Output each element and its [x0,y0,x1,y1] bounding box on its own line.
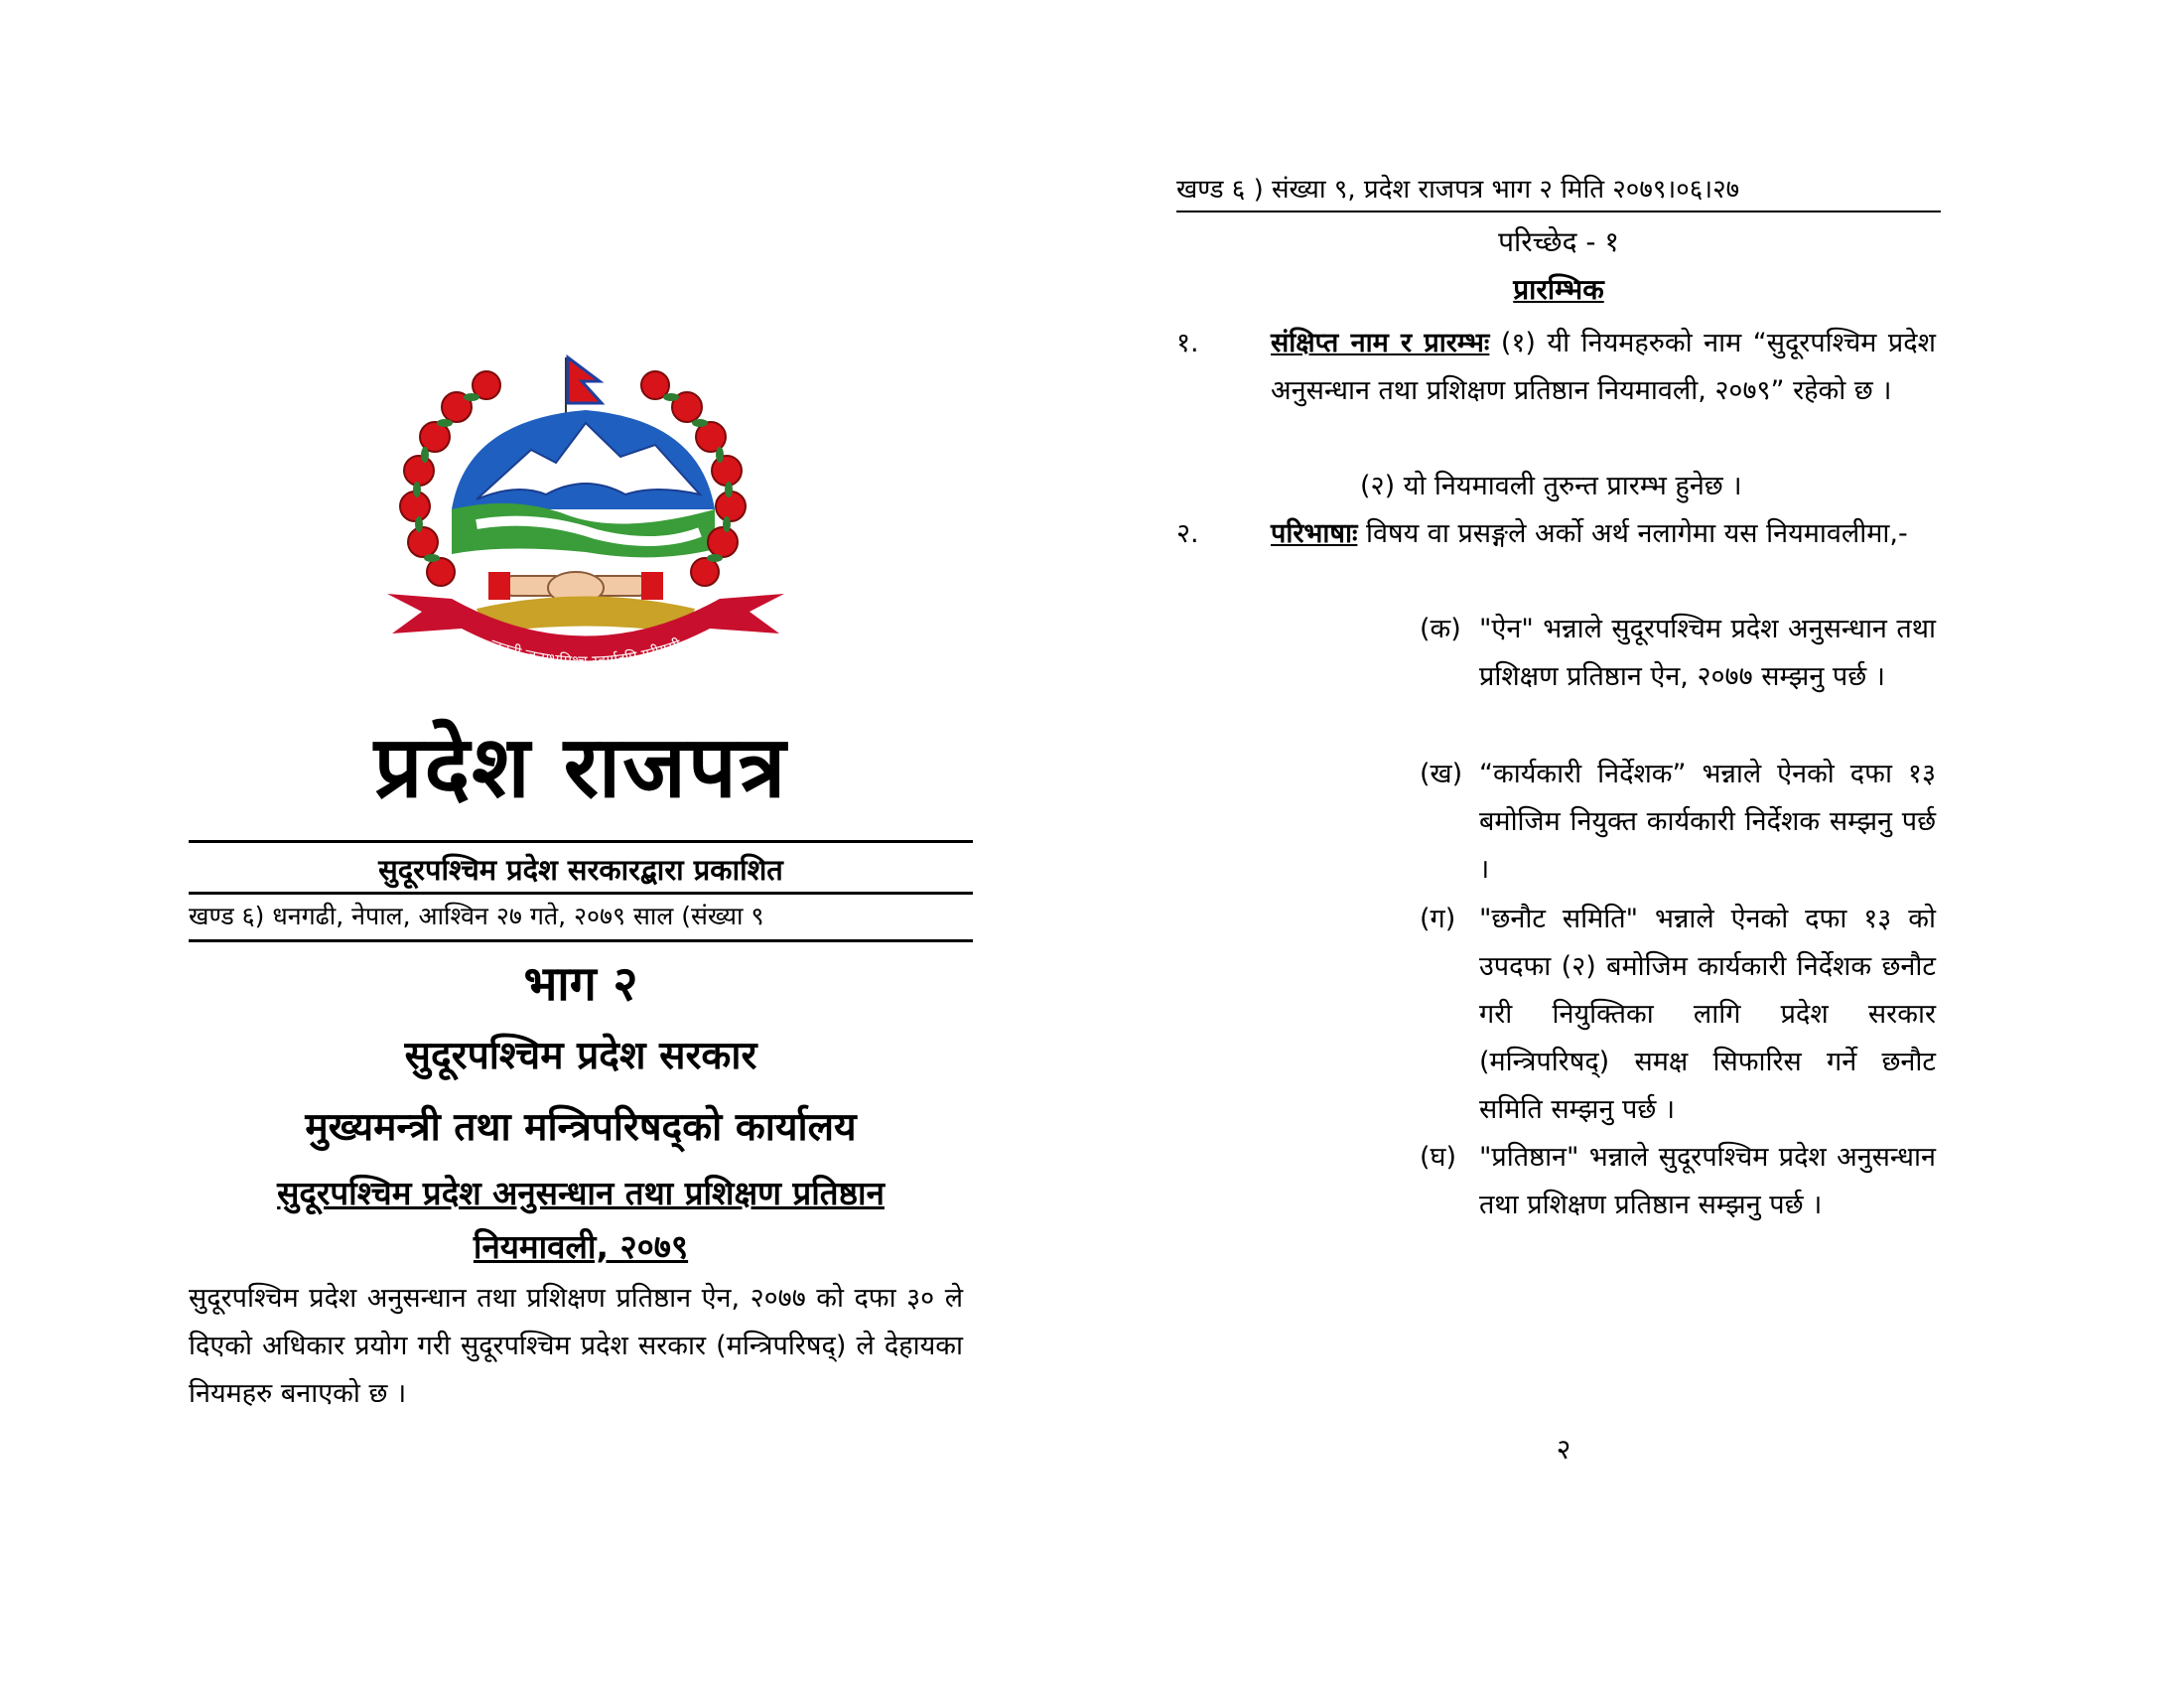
regulation-title: सुदूरपश्चिम प्रदेश अनुसन्धान तथा प्रशिक्षण प्रतिष्ठान [277,1174,885,1212]
definition-label: (ख) [1420,759,1463,789]
chapter-title: प्रारम्भिक [1513,273,1604,306]
publisher-line: सुदूरपश्चिम प्रदेश सरकारद्बारा प्रकाशित [378,853,783,887]
definition-text: “कार्यकारी निर्देशक” भन्नाले ऐनको दफा १३ बमोजिम नियुक्त कार्यकारी निर्देशक सम्झनु पर्छ । [1479,759,1936,885]
definition-text: "ऐन" भन्नाले सुदूरपश्चिम प्रदेश अनुसन्धान तथा प्रशिक्षण प्रतिष्ठान ऐन, २०७७ सम्झनु पर्छ । [1479,614,1936,692]
rule-2-intro: विषय वा प्रसङ्गले अर्को अर्थ नलागेमा यस नियमावलीमा,- [1366,518,1908,549]
part-title: भाग २ [523,956,638,1012]
definition-label: (क) [1420,614,1461,644]
office-name: मुख्यमन्त्री तथा मन्त्रिपरिषद्को कार्यालय [305,1105,857,1150]
issue-line: खण्ड ६) धनगढी, नेपाल, आश्विन २७ गते, २०७९ साल (संख्या ९ [189,902,764,930]
definition-text: "प्रतिष्ठान" भन्नाले सुदूरपश्चिम प्रदेश अनुसन्धान तथा प्रशिक्षण प्रतिष्ठान सम्झनु पर्छ । [1479,1142,1936,1220]
rule-2-heading: परिभाषाः [1271,518,1358,549]
nepal-coat-of-arms-emblem [357,346,814,703]
rule-number: २. [1176,518,1199,549]
divider [189,892,973,895]
nepal-flag-icon [566,357,602,415]
government-name: सुदूरपश्चिम प्रदेश सरकार [404,1034,757,1078]
rule-1-body [1271,320,1936,415]
chapter-label: परिच्छेद - १ [1498,225,1619,258]
rule-1-sub-1: (१) यी नियमहरुको नाम “सुदूरपश्चिम प्रदेश अनुसन्धान तथा प्रशिक्षण प्रतिष्ठान नियमावली, २०७९” रहेको छ । [1271,328,1936,406]
preamble-paragraph: सुदूरपश्चिम प्रदेश अनुसन्धान तथा प्रशिक्षण प्रतिष्ठान ऐन, २०७७ को दफा ३० ले दिएको अधिकार प्रयोग गरी सुदूरपश्चिम प्रदेश सरकार (मन्त्रिपरिषद्) ले देहायका नियमहरु बनाएको छ । [189,1283,963,1409]
rule-1-heading: संक्षिप्त नाम र प्रारम्भः [1271,328,1490,358]
definition-label: (घ) [1420,1142,1457,1173]
definition-label: (ग) [1420,904,1456,934]
running-header: खण्ड ६ ) संख्या ९, प्रदेश राजपत्र भाग २ मिति २०७९।०६।२७ [1176,171,1941,212]
emblem-motto: जननी जन्मभूमिश्च स्वर्गादपि गरीयसी [487,635,684,671]
regulation-title-year: नियमावली, २०७९ [473,1227,689,1266]
rule-number: १. [1176,328,1199,358]
page-number: २ [1556,1433,1571,1466]
divider [189,840,973,843]
masthead-title: प्रदेश राजपत्र [373,717,788,817]
rule-1-sub-2: (२) यो नियमावली तुरुन्त प्रारम्भ हुनेछ । [1360,471,1742,501]
definition-text: "छनौट समिति" भन्नाले ऐनको दफा १३ को उपदफा (२) बमोजिम कार्यकारी निर्देशक छनौट गरी नियुक्तिका लागि प्रदेश सरकार (मन्त्रिपरिषद्) समक्ष सिफारिस गर्ने छनौट समिति सम्झनु पर्छ । [1479,904,1936,1125]
rule-2-body [1271,510,1936,558]
divider [189,939,973,942]
